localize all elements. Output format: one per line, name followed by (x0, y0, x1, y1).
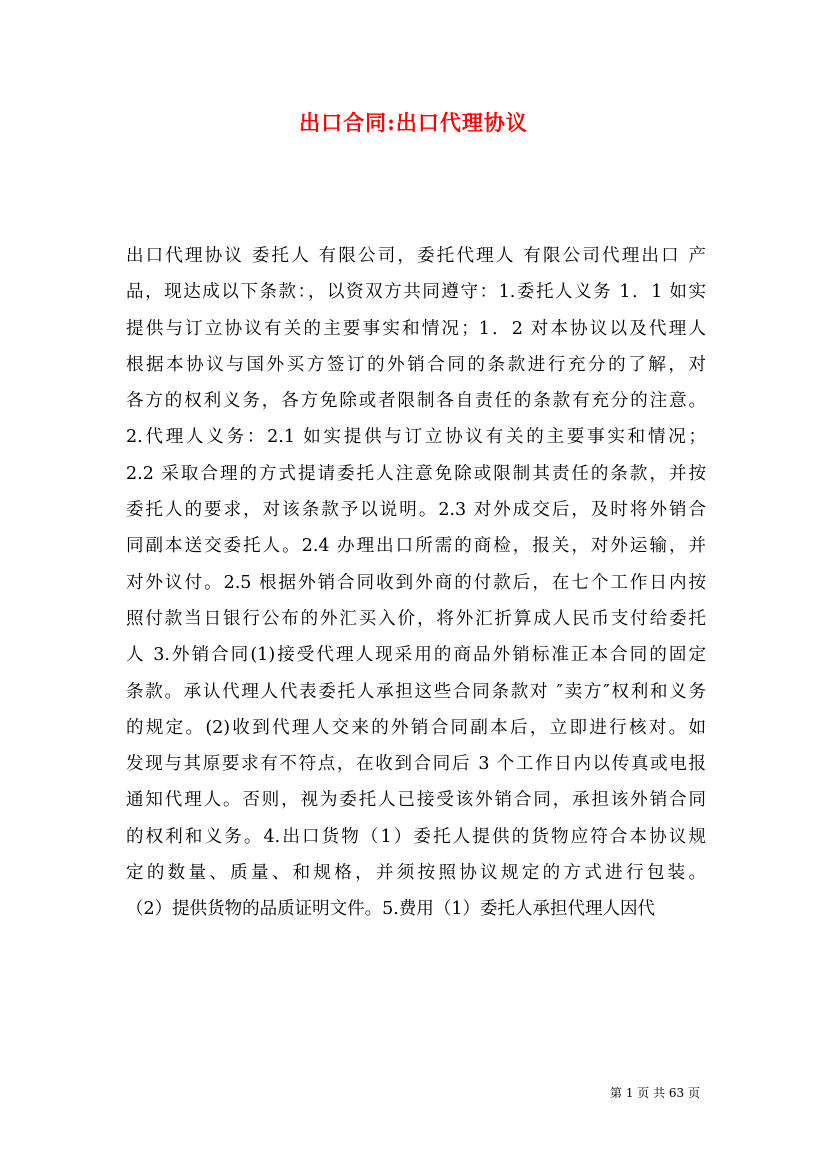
body-line: （2）提供货物的品质证明文件。5.费用（1）委托人承担代理人因代 (126, 899, 655, 920)
body-line: 定的数量、质量、和规格，并须按照协议规定的方式进行包装。 (126, 863, 706, 884)
body-line: 对外议付。2.5 根据外销合同收到外商的付款后，在七个工作日内按 (126, 572, 706, 593)
body-line: 2.代理人义务：2.1 如实提供与订立协议有关的主要事实和情况； (126, 427, 706, 448)
page-number-footer: 第 1 页 共 63 页 (610, 1086, 700, 1100)
body-line: 条款。承认代理人代表委托人承担这些合同条款对 ″卖方″权利和义务 (126, 681, 706, 702)
body-line: 根据本协议与国外买方签订的外销合同的条款进行充分的了解，对 (126, 354, 706, 375)
body-line: 出口代理协议 委托人 有限公司，委托代理人 有限公司代理出口 产 (126, 246, 706, 266)
body-line: 2.2 采取合理的方式提请委托人注意免除或限制其责任的条款，并按 (126, 463, 706, 484)
body-line: 照付款当日银行公布的外汇买入价，将外汇折算成人民币支付给委托 (126, 608, 706, 629)
document-title: 出口合同:出口代理协议 (299, 110, 528, 135)
body-line: 各方的权利义务，各方免除或者限制各自责任的条款有充分的注意。 (126, 391, 706, 412)
body-line: 委托人的要求，对该条款予以说明。2.3 对外成交后，及时将外销合 (126, 500, 706, 521)
body-line: 提供与订立协议有关的主要事实和情况；1．2 对本协议以及代理人 (126, 318, 706, 339)
body-line: 发现与其原要求有不符点，在收到合同后 3 个工作日内以传真或电报 (126, 754, 706, 775)
body-line: 同副本送交委托人。2.4 办理出口所需的商检，报关，对外运输，并 (126, 536, 706, 557)
document-body (126, 238, 706, 928)
body-line: 的规定。(2)收到代理人交来的外销合同副本后，立即进行核对。如 (126, 717, 706, 738)
body-line: 通知代理人。否则，视为委托人已接受该外销合同，承担该外销合同 (126, 790, 706, 811)
body-line: 人 3.外销合同(1)接受代理人现采用的商品外销标准正本合同的固定 (126, 645, 706, 666)
body-line: 品，现达成以下条款：，以资双方共同遵守：1.委托人义务 1．1 如实 (126, 282, 706, 303)
body-line: 的权利和义务。4.出口货物（1）委托人提供的货物应符合本协议规 (126, 826, 706, 847)
